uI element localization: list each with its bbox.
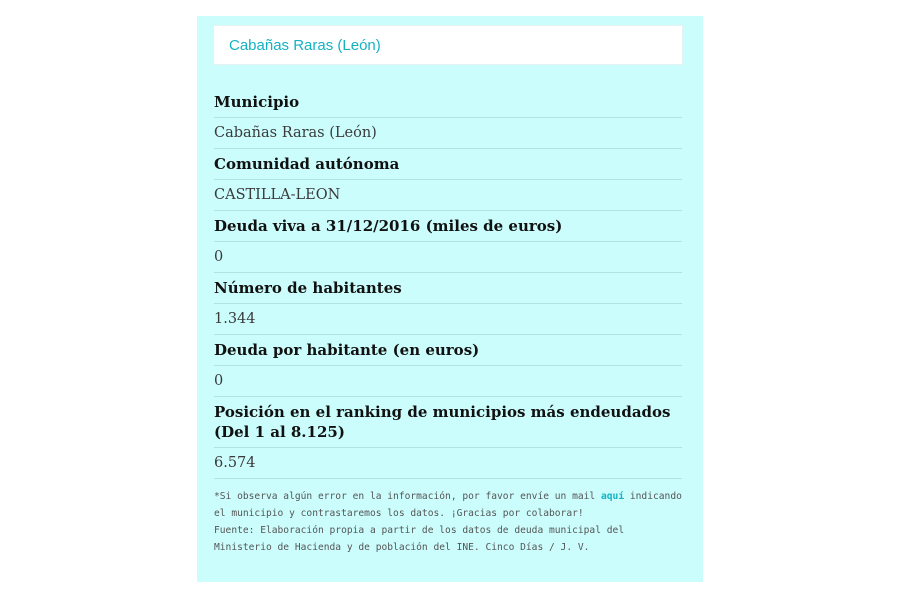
note-text-after: indicando el municipio y contrastaremos los datos. ¡Gracias por colaborar! [214,491,682,519]
report-error-link[interactable]: aquí [601,491,625,502]
field-label-comunidad: Comunidad autónoma [214,149,682,180]
field-value-deuda-viva: 0 [214,242,682,273]
data-table [214,87,682,479]
field-value-municipio: Cabañas Raras (León) [214,118,682,149]
municipality-selector-value: Cabañas Raras (León) [229,36,381,54]
note-text-before: *Si observa algún error en la información, por favor envíe un mail [214,491,601,502]
field-value-comunidad: CASTILLA-LEON [214,180,682,211]
municipality-selector[interactable] [213,25,683,65]
source-note: Fuente: Elaboración propia a partir de los datos de deuda municipal del Ministerio de Hacienda y de población del INE. Cinco Días / J. V. [214,525,625,553]
footer-notes [214,488,684,556]
field-value-ranking: 6.574 [214,448,682,479]
field-value-habitantes: 1.344 [214,304,682,335]
field-label-habitantes: Número de habitantes [214,273,682,304]
field-label-ranking: Posición en el ranking de municipios más endeudados (Del 1 al 8.125) [214,397,682,448]
field-label-deuda-habitante: Deuda por habitante (en euros) [214,335,682,366]
field-value-deuda-habitante: 0 [214,366,682,397]
error-report-note [214,488,684,522]
field-label-deuda-viva: Deuda viva a 31/12/2016 (miles de euros) [214,211,682,242]
field-label-municipio: Municipio [214,87,682,118]
municipality-debt-panel [197,16,703,582]
